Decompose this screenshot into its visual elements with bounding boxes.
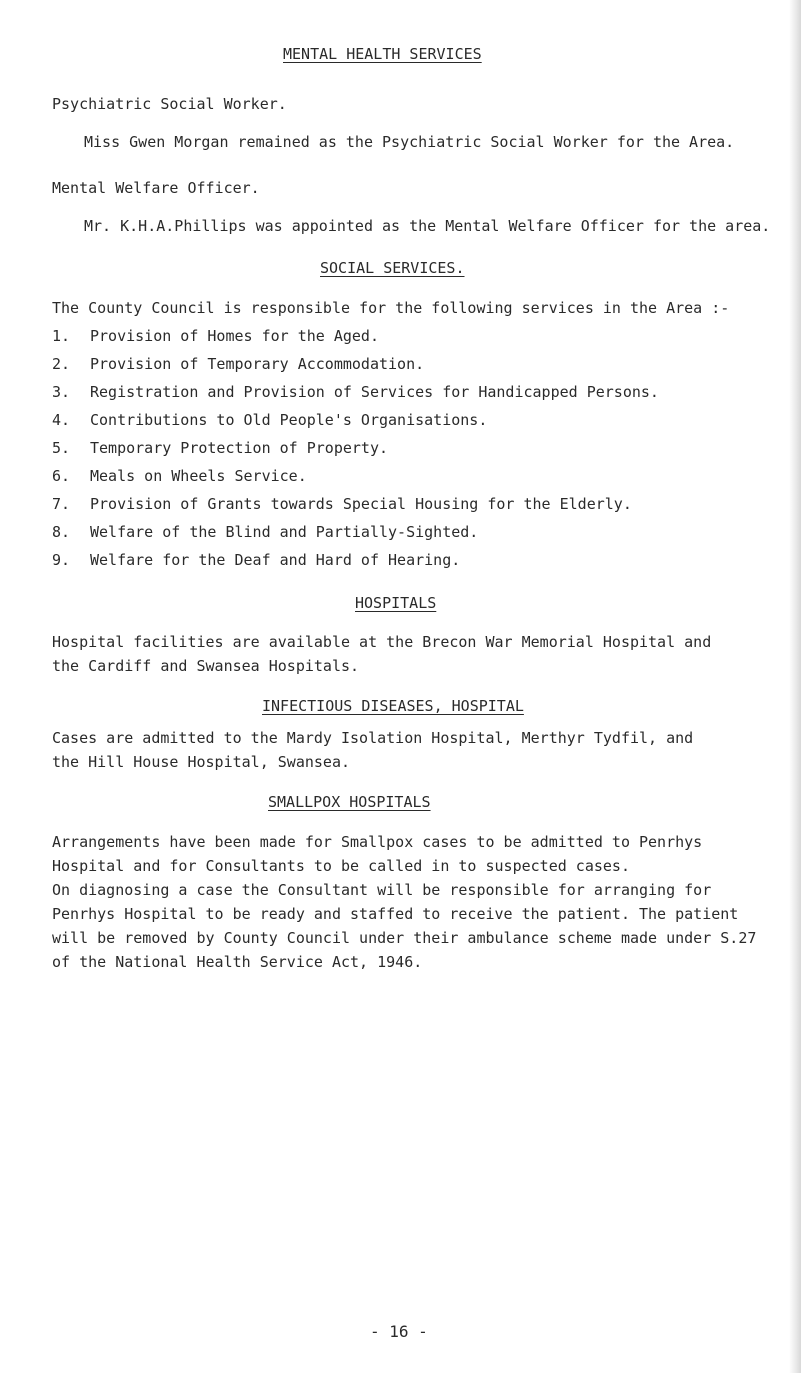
smallpox-line: Hospital and for Consultants to be called in to suspected cases. — [52, 857, 630, 875]
psychiatric-heading: Psychiatric Social Worker. — [52, 95, 287, 113]
list-item-text: Provision of Homes for the Aged. — [90, 327, 379, 345]
list-item-number: 9. — [52, 551, 71, 569]
mental-welfare-text: Mr. K.H.A.Phillips was appointed as the Mental Welfare Officer for the area. — [84, 217, 771, 235]
list-item-text: Meals on Wheels Service. — [90, 467, 307, 485]
page-title: MENTAL HEALTH SERVICES — [283, 45, 482, 63]
smallpox-line: On diagnosing a case the Consultant will be responsible for arranging for — [52, 881, 712, 899]
hospitals-heading: HOSPITALS — [355, 594, 437, 612]
smallpox-line: Arrangements have been made for Smallpox cases to be admitted to Penrhys — [52, 833, 703, 851]
list-item-text: Provision of Grants towards Special Housing for the Elderly. — [90, 495, 632, 513]
list-item-text: Temporary Protection of Property. — [90, 439, 389, 457]
list-item-text: Provision of Temporary Accommodation. — [90, 355, 425, 373]
infectious-heading: INFECTIOUS DISEASES, HOSPITAL — [262, 697, 524, 715]
page-edge-shadow — [789, 0, 801, 1373]
list-item-number: 7. — [52, 495, 71, 513]
infectious-text-line2: the Hill House Hospital, Swansea. — [52, 753, 351, 771]
smallpox-line: of the National Health Service Act, 1946. — [52, 953, 423, 971]
list-item-number: 3. — [52, 383, 71, 401]
infectious-text-line1: Cases are admitted to the Mardy Isolation Hospital, Merthyr Tydfil, and — [52, 729, 694, 747]
list-item-number: 5. — [52, 439, 71, 457]
psychiatric-text: Miss Gwen Morgan remained as the Psychiatric Social Worker for the Area. — [84, 133, 735, 151]
list-item-number: 4. — [52, 411, 71, 429]
list-item-number: 8. — [52, 523, 71, 541]
list-item-text: Registration and Provision of Services for Handicapped Persons. — [90, 383, 659, 401]
smallpox-heading: SMALLPOX HOSPITALS — [268, 793, 431, 811]
page-number: - 16 - — [370, 1322, 428, 1341]
list-item-text: Welfare of the Blind and Partially-Sighted. — [90, 523, 479, 541]
hospitals-text-line1: Hospital facilities are available at the Brecon War Memorial Hospital and — [52, 633, 712, 651]
hospitals-text-line2: the Cardiff and Swansea Hospitals. — [52, 657, 360, 675]
smallpox-line: Penrhys Hospital to be ready and staffed to receive the patient. The patient — [52, 905, 739, 923]
list-item-number: 6. — [52, 467, 71, 485]
social-services-heading: SOCIAL SERVICES. — [320, 259, 465, 277]
list-item-number: 2. — [52, 355, 71, 373]
smallpox-line: will be removed by County Council under their ambulance scheme made under S.27 — [52, 929, 757, 947]
mental-welfare-heading: Mental Welfare Officer. — [52, 179, 260, 197]
list-item-number: 1. — [52, 327, 71, 345]
social-services-intro: The County Council is responsible for the following services in the Area :- — [52, 299, 730, 317]
list-item-text: Contributions to Old People's Organisations. — [90, 411, 488, 429]
list-item-text: Welfare for the Deaf and Hard of Hearing. — [90, 551, 461, 569]
